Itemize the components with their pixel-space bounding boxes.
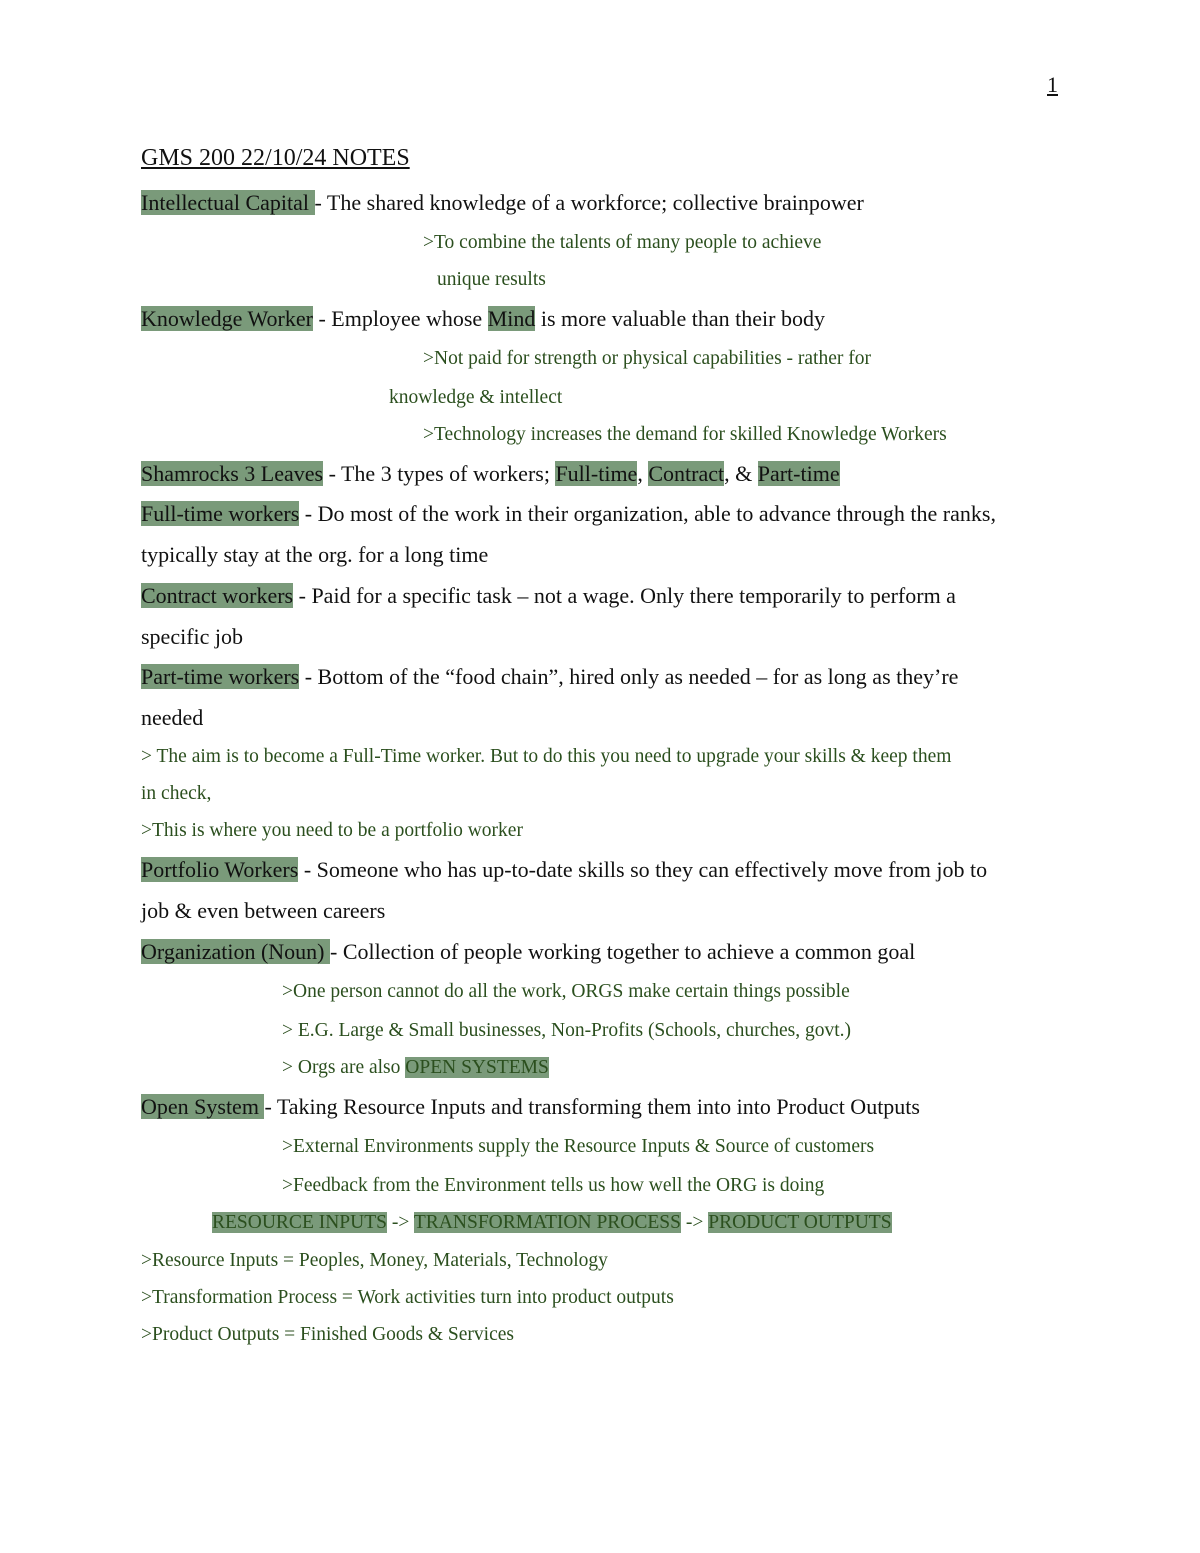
- separator: ,: [637, 461, 649, 486]
- definition-part-time: [141, 663, 958, 691]
- definition-text: - Employee whose: [312, 306, 488, 331]
- term-highlight: Open System: [141, 1094, 265, 1119]
- process-flow: [212, 1209, 892, 1237]
- definition-continuation: specific job: [141, 624, 244, 649]
- note-line: >Product Outputs = Finished Goods & Services: [141, 1324, 514, 1345]
- term-highlight: Knowledge Worker: [141, 306, 313, 331]
- term-highlight: Intellectual Capital: [141, 190, 315, 215]
- note-line: > The aim is to become a Full-Time worker. But to do this you need to upgrade your skills & keep them: [141, 746, 952, 767]
- definition-shamrocks: [141, 460, 840, 488]
- definition-open-system: [141, 1093, 920, 1121]
- product-outputs-highlight: PRODUCT OUTPUTS: [708, 1212, 892, 1233]
- full-time-highlight: Full-time: [555, 461, 638, 486]
- definition-full-time: [141, 500, 996, 528]
- term-highlight: Contract workers: [141, 583, 294, 608]
- definition-organization: [141, 938, 915, 966]
- definition-text: - Someone who has up-to-date skills so they can effectively move from job to: [298, 857, 988, 882]
- definition-text: - Paid for a specific task – not a wage. Only there temporarily to perform a: [293, 583, 956, 608]
- definition-contract: [141, 582, 956, 610]
- note-line: unique results: [437, 269, 546, 290]
- note-line: >Technology increases the demand for skilled Knowledge Workers: [423, 424, 947, 445]
- definition-text: - The 3 types of workers;: [323, 461, 556, 486]
- definition-continuation: job & even between careers: [141, 898, 386, 923]
- definition-portfolio-workers: [141, 856, 987, 884]
- note-line: >To combine the talents of many people to achieve: [423, 232, 822, 253]
- note-line: >Resource Inputs = Peoples, Money, Materials, Technology: [141, 1250, 608, 1271]
- definition-text: - Collection of people working together to achieve a common goal: [330, 939, 916, 964]
- note-line: >Feedback from the Environment tells us how well the ORG is doing: [282, 1175, 825, 1196]
- transformation-process-highlight: TRANSFORMATION PROCESS: [413, 1212, 681, 1233]
- definition-text: is more valuable than their body: [535, 306, 825, 331]
- note-line: >Not paid for strength or physical capabilities - rather for: [423, 348, 871, 369]
- term-highlight: Full-time workers: [141, 501, 300, 526]
- definition-text: - Taking Resource Inputs and transforming them into into Product Outputs: [264, 1094, 920, 1119]
- note-line: in check,: [141, 783, 212, 804]
- term-highlight: Shamrocks 3 Leaves: [141, 461, 324, 486]
- open-systems-highlight: OPEN SYSTEMS: [405, 1057, 549, 1078]
- definition-text: - Bottom of the “food chain”, hired only as needed – for as long as they’re: [299, 664, 959, 689]
- note-line: >Transformation Process = Work activities turn into product outputs: [141, 1287, 674, 1308]
- page-title: GMS 200 22/10/24 NOTES: [141, 145, 410, 171]
- note-line: >This is where you need to be a portfolio worker: [141, 820, 523, 841]
- note-line: >One person cannot do all the work, ORGS make certain things possible: [282, 981, 850, 1002]
- term-highlight: Organization (Noun): [141, 939, 330, 964]
- definition-continuation: needed: [141, 705, 204, 730]
- page-number: 1: [1047, 72, 1058, 97]
- note-line: [282, 1054, 549, 1082]
- definition-text: - Do most of the work in their organization, able to advance through the ranks,: [299, 501, 996, 526]
- definition-text: - The shared knowledge of a workforce; collective brainpower: [314, 190, 864, 215]
- definition-knowledge-worker: [141, 305, 825, 333]
- definition-intellectual-capital: [141, 189, 864, 217]
- note-text: > Orgs are also: [282, 1057, 406, 1078]
- term-highlight: Portfolio Workers: [141, 857, 299, 882]
- arrow: ->: [681, 1212, 709, 1233]
- part-time-highlight: Part-time: [757, 461, 840, 486]
- arrow: ->: [387, 1212, 414, 1233]
- mind-highlight: Mind: [487, 306, 536, 331]
- separator: , &: [724, 461, 758, 486]
- definition-continuation: typically stay at the org. for a long time: [141, 542, 489, 567]
- contract-highlight: Contract: [648, 461, 725, 486]
- term-highlight: Part-time workers: [141, 664, 300, 689]
- note-line: > E.G. Large & Small businesses, Non-Profits (Schools, churches, govt.): [282, 1020, 852, 1041]
- note-line: >External Environments supply the Resource Inputs & Source of customers: [282, 1136, 875, 1157]
- resource-inputs-highlight: RESOURCE INPUTS: [212, 1212, 387, 1233]
- note-line: knowledge & intellect: [389, 387, 563, 408]
